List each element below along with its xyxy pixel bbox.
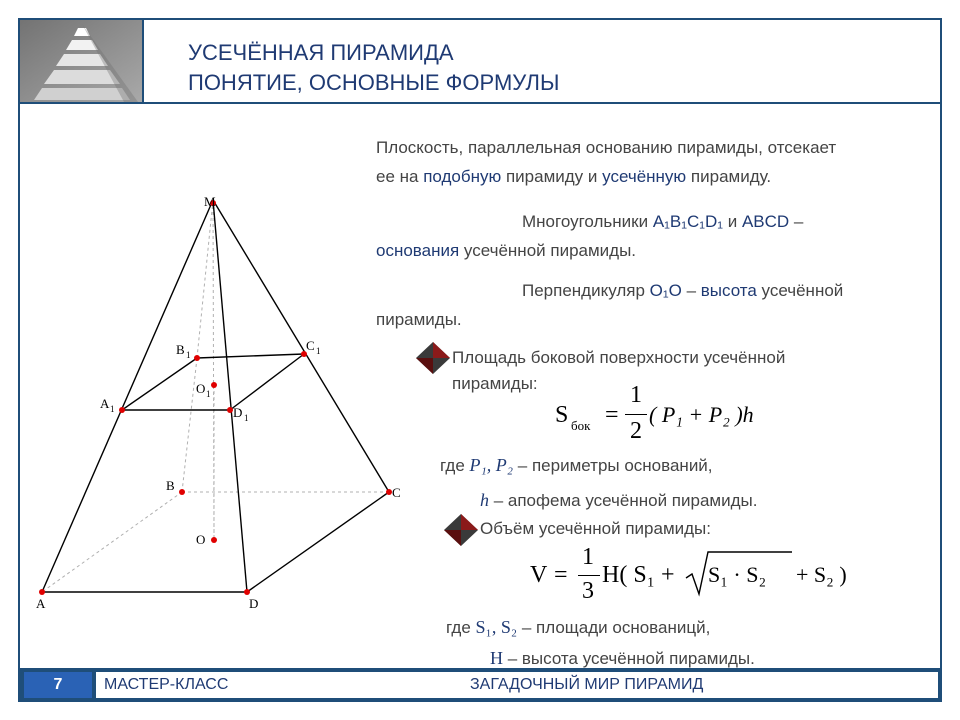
- volume-fraction-bar: [578, 575, 600, 576]
- volume-heading: Объём усечённой пирамиды:: [480, 519, 712, 538]
- hidden-edges: [42, 200, 389, 592]
- pyramid-logo-icon: [20, 20, 142, 102]
- footer-series-title: ЗАГАДОЧНЫЙ МИР ПИРАМИД: [470, 676, 704, 693]
- label-A1-sub: 1: [110, 404, 115, 414]
- lateral-area-formula: S бок = 1 2 ( P₁ + P₂ )h: [555, 382, 754, 444]
- term-bases: основания: [376, 241, 460, 260]
- bullet-diamond-icon: [442, 512, 480, 548]
- title-line-2: ПОНЯТИЕ, ОСНОВНЫЕ ФОРМУЛЫ: [188, 70, 560, 95]
- label-A: A: [36, 596, 46, 611]
- page-title: [188, 38, 559, 98]
- bases-line-2: основания усечённой пирамиды.: [376, 241, 637, 260]
- label-B1: B: [176, 342, 185, 357]
- height-line-1: Перпендикуляр O₁O – высота усечённой: [522, 281, 844, 300]
- bullet-diamond-icon: [414, 340, 452, 376]
- volume-formula: V = 1 3 H( S₁ + S₁ · S₂ + S₂ ): [530, 544, 847, 604]
- pyramid-logo: [20, 20, 144, 102]
- label-O1-sub: 1: [206, 389, 211, 399]
- bases-paragraph: [376, 207, 803, 265]
- label-M: M: [204, 194, 216, 209]
- label-C1-sub: 1: [316, 346, 321, 356]
- perimeter-vars: P₁, P₂: [469, 455, 514, 475]
- area-vars: S₁, S₂: [475, 617, 518, 637]
- lower-base-label: ABCD: [741, 212, 790, 231]
- truncated-pyramid-diagram: [20, 180, 410, 620]
- visible-edges: [42, 200, 389, 592]
- label-D1-sub: 1: [244, 413, 249, 423]
- definition-paragraph: [376, 133, 836, 191]
- label-C1: C: [306, 338, 315, 353]
- term-similar: подобную: [423, 167, 502, 186]
- lateral-fraction-bar: [625, 414, 647, 415]
- label-O1: O: [196, 381, 206, 396]
- label-A1: A: [100, 396, 110, 411]
- lateral-legend: где P₁, P₂ – периметры оснований, h – апофема усечённой пирамиды.: [440, 455, 758, 510]
- bases-line-1: Многоугольники A₁B₁C₁D₁ и ABCD –: [522, 212, 804, 231]
- label-D1: D: [233, 405, 243, 420]
- title-line-1: УСЕЧЁННАЯ ПИРАМИДА: [188, 40, 454, 65]
- volume-legend: где S₁, S₂ – площади основаницй, H – высота усечённой пирамиды.: [446, 617, 755, 668]
- lateral-area-heading: Площадь боковой поверхности усечённой пирамиды:: [452, 348, 786, 393]
- definition-line-1: Плоскость, параллельная основанию пирамиды, отсекает: [376, 138, 837, 157]
- upper-base-label: A₁B₁C₁D₁: [652, 212, 724, 231]
- label-D: D: [249, 596, 259, 611]
- page-number: 7: [24, 672, 92, 698]
- label-C: C: [392, 485, 401, 500]
- height-line-2: пирамиды.: [376, 310, 462, 329]
- height-paragraph: [376, 276, 843, 334]
- height-segment-label: O₁O: [649, 281, 682, 300]
- vertex-points: [39, 200, 392, 595]
- label-B1-sub: 1: [186, 350, 191, 360]
- label-O: O: [196, 532, 206, 547]
- label-B: B: [166, 478, 175, 493]
- header-separator: [18, 102, 942, 104]
- height-var: H: [490, 648, 503, 668]
- term-truncated: усечённую: [602, 167, 687, 186]
- definition-line-2: ее на подобную пирамиду и усечённую пирамиду.: [376, 167, 772, 186]
- term-height: высота: [700, 281, 757, 300]
- apothem-var: h: [480, 490, 489, 510]
- footer-master-class: МАСТЕР-КЛАСС: [104, 676, 229, 693]
